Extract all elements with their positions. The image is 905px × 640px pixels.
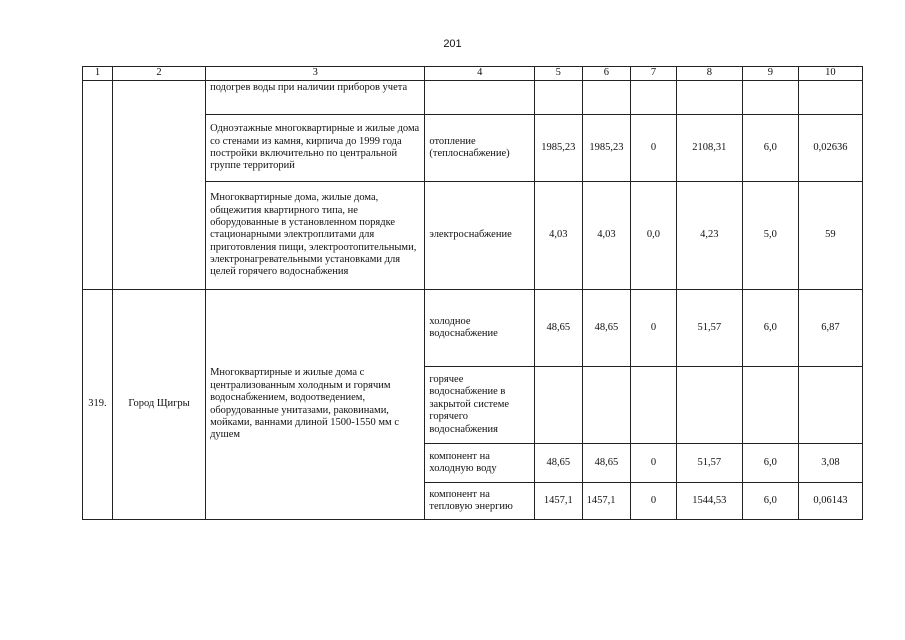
table-row: [83, 290, 863, 367]
value-cell: 6,0: [742, 444, 798, 483]
value-cell: 2108,31: [676, 115, 742, 182]
header-cell: 10: [798, 67, 862, 81]
header-cell: 9: [742, 67, 798, 81]
value-cell: [582, 81, 631, 115]
description-cell: Многоквартирные и жилые дома с централизованным холодным и горячим водоснабжением, водоотведением, оборудованные унитазами, раковинами, мойками, ваннами длиной 1500-1550 мм с душем: [206, 290, 425, 520]
header-cell: 2: [112, 67, 205, 81]
value-cell: 0,02636: [798, 115, 862, 182]
header-row: [83, 67, 863, 81]
value-cell: 0: [631, 115, 677, 182]
value-cell: [535, 367, 583, 444]
table-row: [83, 81, 863, 115]
page-number: 201: [443, 38, 462, 50]
description-cell: подогрев воды при наличии приборов учета: [206, 81, 425, 115]
header-cell: 7: [631, 67, 677, 81]
value-cell: 1985,23: [535, 115, 583, 182]
header-cell: 6: [582, 67, 631, 81]
value-cell: [676, 367, 742, 444]
value-cell: [676, 81, 742, 115]
service-cell: отопление (теплоснабжение): [425, 115, 535, 182]
value-cell: [535, 81, 583, 115]
value-cell: 0: [631, 290, 677, 367]
locality-cell: [112, 81, 205, 290]
value-cell: 3,08: [798, 444, 862, 483]
value-cell: 1544,53: [676, 483, 742, 520]
value-cell: 0,06143: [798, 483, 862, 520]
service-cell: электроснабжение: [425, 182, 535, 290]
value-cell: 6,0: [742, 290, 798, 367]
description-cell: Одноэтажные многоквартирные и жилые дома со стенами из камня, кирпича до 1999 года постройки включительно по центральной группе территорий: [206, 115, 425, 182]
service-cell: холодное водоснабжение: [425, 290, 535, 367]
row-number-cell: 319.: [83, 290, 113, 520]
service-cell: горячее водоснабжение в закрытой системе горячего водоснабжения: [425, 367, 535, 444]
header-cell: 8: [676, 67, 742, 81]
service-cell: компонент на холодную воду: [425, 444, 535, 483]
value-cell: 6,0: [742, 483, 798, 520]
value-cell: 51,57: [676, 444, 742, 483]
tariff-table: [82, 66, 863, 520]
row-number-cell: [83, 81, 113, 290]
header-cell: 3: [206, 67, 425, 81]
header-cell: 5: [535, 67, 583, 81]
value-cell: 51,57: [676, 290, 742, 367]
value-cell: [582, 367, 631, 444]
value-cell: 48,65: [582, 290, 631, 367]
value-cell: 4,23: [676, 182, 742, 290]
service-cell: компонент на тепловую энергию: [425, 483, 535, 520]
service-cell: [425, 81, 535, 115]
value-cell: 0,0: [631, 182, 677, 290]
value-cell: [631, 81, 677, 115]
value-cell: [742, 81, 798, 115]
value-cell: 0: [631, 444, 677, 483]
value-cell: 1457,1: [535, 483, 583, 520]
description-cell: Многоквартирные дома, жилые дома, общежития квартирного типа, не оборудованные в установленном порядке стационарными электроплитами для приготовления пищи, электроотопительными, электронагревательными установками для целей горячего водоснабжения: [206, 182, 425, 290]
header-cell: 4: [425, 67, 535, 81]
value-cell: 0: [631, 483, 677, 520]
value-cell: 4,03: [582, 182, 631, 290]
value-cell: 6,87: [798, 290, 862, 367]
value-cell: 48,65: [535, 444, 583, 483]
locality-cell: Город Щигры: [112, 290, 205, 520]
value-cell: 59: [798, 182, 862, 290]
value-cell: 1457,1: [582, 483, 631, 520]
value-cell: [631, 367, 677, 444]
value-cell: 48,65: [535, 290, 583, 367]
value-cell: [798, 81, 862, 115]
value-cell: 5,0: [742, 182, 798, 290]
value-cell: 6,0: [742, 115, 798, 182]
value-cell: [742, 367, 798, 444]
value-cell: 48,65: [582, 444, 631, 483]
header-cell: 1: [83, 67, 113, 81]
value-cell: 4,03: [535, 182, 583, 290]
value-cell: [798, 367, 862, 444]
value-cell: 1985,23: [582, 115, 631, 182]
